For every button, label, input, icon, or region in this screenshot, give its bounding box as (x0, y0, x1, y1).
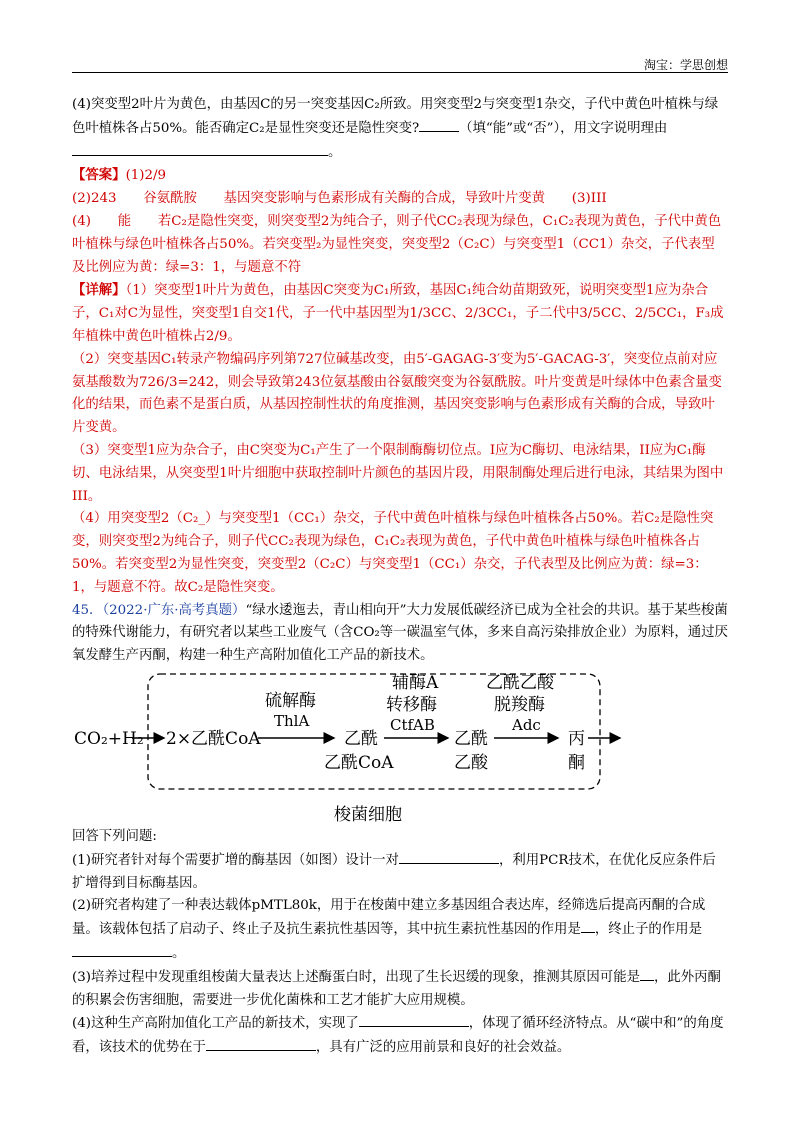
detail-label: 【详解】 (72, 282, 126, 299)
enzyme-3-name: 乙酰乙酸 (486, 672, 554, 693)
enzyme-1-name: 硫解酶 (265, 690, 316, 711)
enzyme-2-type: 转移酶 (386, 694, 437, 715)
acetyl-coa-label: 2×乙酰CoA (166, 728, 261, 749)
answer-blank (419, 117, 459, 132)
question-number: 45． (72, 602, 103, 618)
header-text: 淘宝：学思创想 (643, 58, 728, 72)
intermediate-1-bottom: 乙酰CoA (324, 752, 394, 773)
answer-blank (640, 966, 654, 981)
question-4-text: (4)突变型2叶片为黄色，由基因C的另一突变基因C₂所致。用突变型2与突变型1杂交，子代中黄色叶植株与绿色叶植株各占50%。能否确定C₂是显性突变还是隐性突变? （填“能”或“否”），用文字说明理由。 (72, 97, 719, 160)
pathway-svg (72, 668, 728, 826)
enzyme-3-code: Adc (512, 715, 541, 734)
sub-question-3: (3)培养过程中发现重组梭菌大量表达上述酶蛋白时，出现了生长迟缓的现象，推测其原因可能是 ，此外丙酮的积累会伤害细胞，需要进一步优化菌株和工艺才能扩大应用规模。 (72, 966, 728, 1013)
answer-line-2: (2)243 谷氨酰胺 基因突变影响与色素形成有关酶的合成，导致叶片变黄 (3)III (72, 191, 607, 207)
metabolic-pathway-diagram (72, 668, 728, 826)
answer-line-4: (4) 能 若C₂是隐性突变，则突变型2为纯合子，则子代CC₂表现为绿色，C₁C₂表现为黄色，子代中黄色叶植株与绿色叶植株各占50%。若突变型₂为显性突变，突变型2（C₂C）与突变型1（CC1）杂交，子代表型及比例应为黄：绿=3：1，与题意不符 (72, 213, 722, 275)
sub-question-2: (2)研究者构建了一种表达载体pMTL80k，用于在梭菌中建立多基因组合表达库，经筛选后提高丙酮的合成量。该载体包括了启动子、终止子及抗生素抗性基因等，其中抗生素抗性基因的作用是 ，终止子的作用是。 (72, 898, 706, 961)
intermediate-1-top: 乙酰 (344, 728, 378, 749)
answer-blank (359, 1012, 469, 1027)
intermediate-2-top: 乙酰 (454, 728, 488, 749)
header-rule (72, 72, 728, 73)
prompt-line: 回答下列问题: (72, 828, 157, 844)
answer-blank (72, 942, 172, 957)
sub-question-1: (1)研究者针对每个需要扩增的酶基因（如图）设计一对 ，利用PCR技术，在优化反应条件后扩增得到目标酶基因。 (72, 849, 728, 896)
question-source: （2022·广东·高考真题） (102, 602, 246, 618)
input-label: CO₂+H₂ (74, 728, 144, 749)
answer-blank (581, 918, 595, 933)
sub-question-4: (4)这种生产高附加值化工产品的新技术，实现了 ，体现了循环经济特点。从“碳中和”的角度看，该技术的优势在于 ，具有广泛的应用前景和良好的社会效益。 (72, 1012, 728, 1060)
detail-2: （2）突变基因C₁转录产物编码序列第727位碱基改变，由5′-GAGAG-3′变为5′-GACAG-3′，突变位点前对应氨基酸数为726/3=242，则会导致第243位氨基酸由谷氨酸突变为谷氨酰胺。叶片变黄是叶绿体中色素含量变化的结果，而色素不是蛋白质，从基因控制性状的角度推测，基因突变影响与色素形成有关酶的合成，导致叶片变黄。 (72, 351, 722, 436)
detail-3: （3）突变型1应为杂合子，由C突变为C₁产生了一个限制酶酶切位点。I应为C酶切、电泳结果，II应为C₁酶切、电泳结果，从突变型1叶片细胞中获取控制叶片颜色的基因片段，用限制酶处理后进行电泳，其结果为图中III。 (72, 442, 724, 504)
answer-blank (206, 1036, 316, 1051)
product-bottom: 酮 (568, 752, 585, 773)
enzyme-2-code: CtfAB (390, 715, 435, 734)
document-body (72, 94, 728, 1060)
question-45-stem: 45．（2022·广东·高考真题）“绿水逶迤去，青山相向开”大力发展低碳经济已成为全社会的共识。基于某些梭菌的特殊代谢能力，有研究者以某些工业废气（含CO₂等一碳温室气体，多来自高污染排放企业）为原料，通过厌氧发酵生产丙酮，构建一种生产高附加值化工产品的新技术。 (72, 602, 728, 664)
enzyme-1-code: ThlA (274, 711, 310, 730)
product-top: 丙 (568, 728, 585, 749)
answer-label: 【答案】 (72, 167, 126, 184)
answer-blank (72, 141, 328, 156)
detail-1: 【详解】（1）突变型1叶片为黄色，由基因C突变为C₁所致，基因C₁纯合幼苗期致死，说明突变型1应为杂合子，C₁对C为显性，突变型1自交1代，子一代中基因型为1/3CC、2/3CC₁，子二代中3/5CC、2/5CC₁，F₃成年植株中黄色叶植株占2/9。 (72, 282, 724, 344)
answer-blank (399, 849, 499, 864)
answer-line-1: 【答案】(1)2/9 (72, 167, 167, 184)
detail-4: （4）用突变型2（C₂_）与突变型1（CC₁）杂交，子代中黄色叶植株与绿色叶植株各占50%。若C₂是隐性突变，则突变型2为纯合子，则子代CC₂表现为绿色，C₁C₂表现为黄色，子代中黄色叶植株与绿色叶植株各占50%。若突变型2为显性突变，突变型2（C₂C）与突变型1（CC₁）杂交，子代表型及比例应为黄：绿=3：1，与题意不符。故C₂是隐性突变。 (72, 511, 714, 595)
enzyme-3-type: 脱羧酶 (494, 694, 545, 715)
diagram-caption: 梭菌细胞 (334, 804, 402, 825)
enzyme-2-name: 辅酶A (392, 672, 439, 693)
intermediate-2-bottom: 乙酸 (454, 752, 488, 773)
